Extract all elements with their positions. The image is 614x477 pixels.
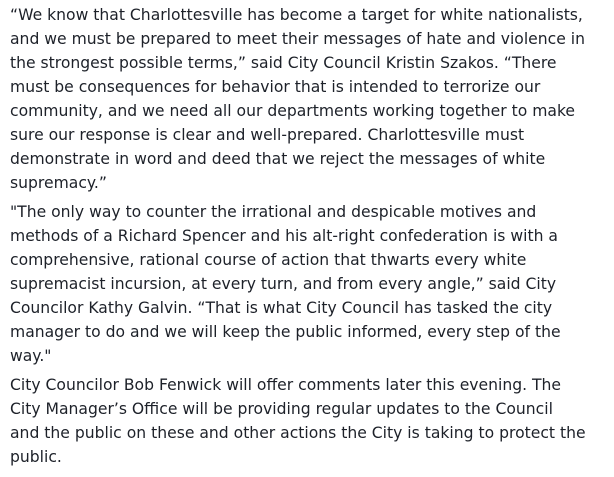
text-line: demonstrate in word and deed that we reject the messages of white: [10, 150, 546, 168]
text-line: community, and we need all our departments working together to make: [10, 102, 576, 120]
paragraph-galvin-quote: [10, 200, 606, 368]
text-line: the strongest possible terms,” said City Council Kristin Szakos. “There: [10, 54, 557, 72]
text-line: supremacy.”: [10, 174, 107, 192]
text-line: manager to do and we will keep the public informed, every step of the: [10, 323, 561, 341]
text-line: comprehensive, rational course of action that thwarts every white: [10, 251, 527, 269]
text-line: way.": [10, 347, 52, 365]
paragraph-szakos-quote: [10, 3, 606, 195]
text-line: Councilor Kathy Galvin. “That is what City Council has tasked the city: [10, 299, 553, 317]
text-line: City Manager’s Office will be providing regular updates to the Council: [10, 400, 553, 418]
text-line: supremacist incursion, at every turn, and from every angle,” said City: [10, 275, 557, 293]
text-line: public.: [10, 448, 62, 466]
paragraph-fenwick-update: [10, 373, 606, 469]
text-line: methods of a Richard Spencer and his alt-right confederation is with a: [10, 227, 558, 245]
text-line: must be consequences for behavior that is intended to terrorize our: [10, 78, 541, 96]
text-line: "The only way to counter the irrational and despicable motives and: [10, 203, 537, 221]
text-line: City Councilor Bob Fenwick will offer comments later this evening. The: [10, 376, 562, 394]
text-line: “We know that Charlottesville has become a target for white nationalists,: [10, 6, 583, 24]
text-line: and we must be prepared to meet their messages of hate and violence in: [10, 30, 585, 48]
text-line: sure our response is clear and well-prepared. Charlottesville must: [10, 126, 525, 144]
text-line: and the public on these and other actions the City is taking to protect the: [10, 424, 586, 442]
